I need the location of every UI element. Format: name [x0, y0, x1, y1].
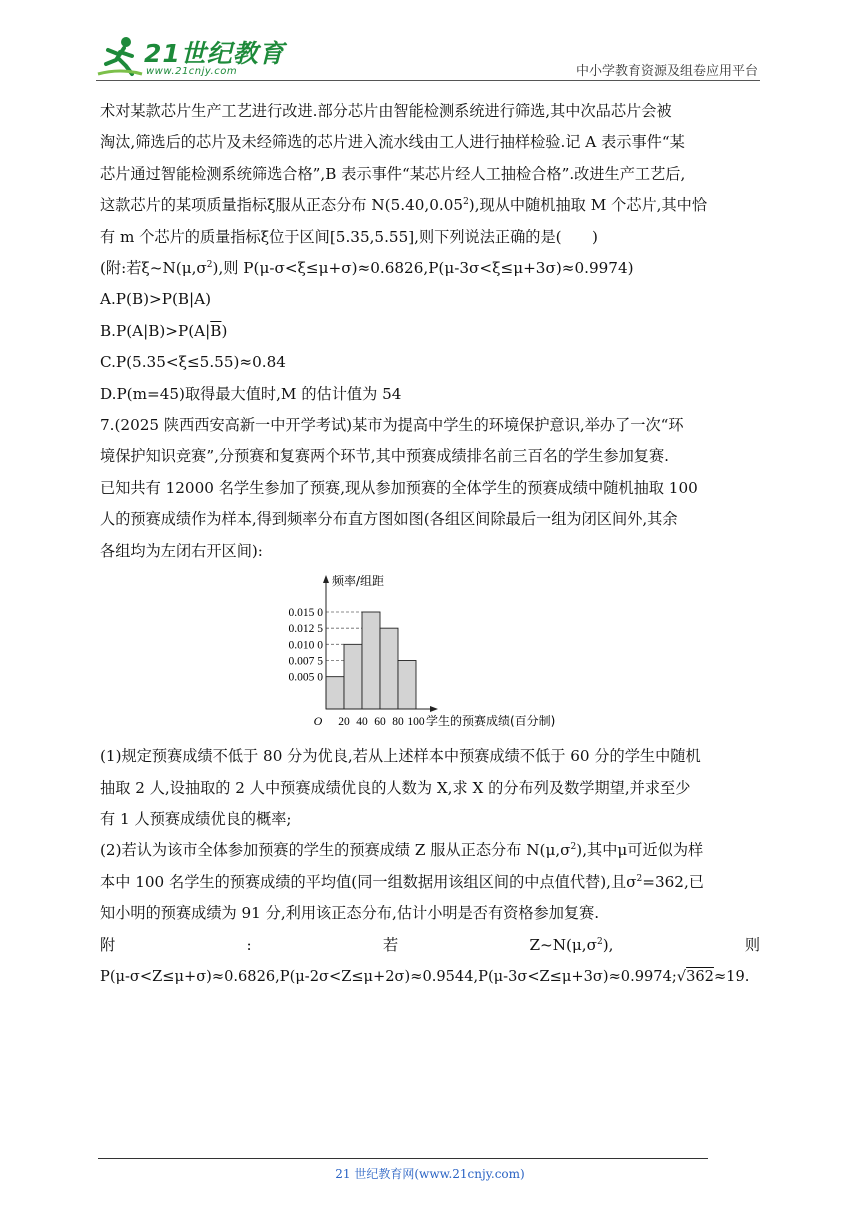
q2-line-2: 本中 100 名学生的预赛成绩的平均值(同一组数据用该组区间的中点值代替),且$\sigma^2=362$,已 — [100, 872, 704, 891]
header-divider — [96, 80, 760, 81]
logo — [96, 34, 286, 78]
histogram-bar — [398, 661, 416, 710]
y-axis-arrow — [323, 575, 329, 583]
option-c: C.P(5.35<ξ≤5.55)≈0.84 — [100, 353, 286, 372]
x-axis-title: 学生的预赛成绩(百分制) — [426, 714, 556, 729]
option-d: D.P(m=45)取得最大值时,M 的估计值为 54 — [100, 384, 402, 403]
p6-line-4: 这款芯片的某项质量指标ξ服从正态分布 N(5.40,0.05$^2$),现从中随机抽取 M 个芯片,其中恰 — [100, 196, 708, 215]
q1-line-3: 有 1 人预赛成绩优良的概率; — [100, 809, 292, 828]
x-tick-label: 80 — [392, 716, 404, 729]
y-tick-label: 0.012 5 — [288, 623, 323, 636]
logo-url: www.21cnjy.com — [146, 66, 238, 77]
histogram-svg — [100, 571, 760, 739]
appendix-formulas: P(μ-σ<Z≤μ+σ)≈0.6826,P(μ-2σ<Z≤μ+2σ)≈0.9544,P(μ-3σ<Z≤μ+3σ)≈0.9974;√362≈19. — [100, 967, 750, 985]
p6-line-2: 淘汰,筛选后的芯片及未经筛选的芯片进入流水线由工人进行抽样检验.记 A 表示事件“某 — [100, 133, 685, 152]
histogram-bar — [362, 612, 380, 709]
p7-line-5: 各组均为左闭右开区间): — [100, 541, 263, 560]
p7-line-3: 已知共有 12000 名学生参加了预赛,现从参加预赛的全体学生的预赛成绩中随机抽取 100 — [100, 478, 698, 497]
footer-divider — [98, 1158, 708, 1159]
page-header — [96, 30, 760, 82]
y-tick-label: 0.005 0 — [288, 671, 323, 684]
p6-line-5: 有 m 个芯片的质量指标ξ位于区间[5.35,5.55],则下列说法正确的是( ) — [100, 227, 598, 246]
platform-name: 中小学教育资源及组卷应用平台 — [575, 64, 758, 79]
footer-text: 21 世纪教育网(www.21cnjy.com) — [335, 1167, 525, 1181]
q2-line-3: 知小明的预赛成绩为 91 分,利用该正态分布,估计小明是否有资格参加复赛. — [100, 904, 600, 923]
histogram-bar — [326, 677, 344, 709]
option-a: A.P(B)>P(B|A) — [100, 290, 212, 309]
x-tick-label: 20 — [338, 716, 350, 729]
x-axis-arrow — [430, 706, 438, 712]
y-tick-label: 0.007 5 — [288, 655, 323, 668]
y-axis-title: 频率/组距 — [332, 574, 385, 589]
x-tick-label: 40 — [356, 716, 368, 729]
p7-line-4: 人的预赛成绩作为样本,得到频率分布直方图如图(各组区间除最后一组为闭区间外,其余 — [100, 510, 678, 529]
y-tick-label: 0.015 0 — [288, 607, 323, 620]
p7-line-2: 境保护知识竞赛”,分预赛和复赛两个环节,其中预赛成绩排名前三百名的学生参加复赛. — [100, 447, 669, 466]
q1-line-1: (1)规定预赛成绩不低于 80 分为优良,若从上述样本中预赛成绩不低于 60 分的学生中随机 — [100, 747, 701, 766]
histogram-figure — [100, 571, 760, 739]
origin-label: O — [313, 714, 323, 729]
document-body — [100, 96, 760, 992]
x-tick-label: 60 — [374, 716, 386, 729]
appendix-line: 附 : 若 $Z\sim N(\mu,\sigma^2)$, 则 — [100, 935, 760, 954]
q2-line-1: (2)若认为该市全体参加预赛的学生的预赛成绩 Z 服从正态分布 $N(\mu,\sigma^2)$,其中μ可近似为样 — [100, 841, 704, 860]
histogram-bar — [344, 644, 362, 709]
logo-text: 21世纪教育 — [144, 39, 285, 68]
histogram-bar — [380, 628, 398, 709]
x-tick-label: 100 — [407, 716, 425, 729]
runner-logo-icon — [96, 34, 144, 78]
p6-line-1: 术对某款芯片生产工艺进行改进.部分芯片由智能检测系统进行筛选,其中次品芯片会被 — [100, 102, 672, 120]
sqrt-symbol: √ — [676, 967, 687, 985]
y-tick-label: 0.010 0 — [288, 639, 323, 652]
option-b: $B.P(A|B)>P(A|\overline{B})$ — [100, 321, 228, 340]
p7-line-1: 7.(2025 陕西西安高新一中开学考试)某市为提高中学生的环境保护意识,举办了一次“环 — [100, 416, 684, 435]
p6-line-3: 芯片通过智能检测系统筛选合格”,B 表示事件“某芯片经人工抽检合格”.改进生产工艺后, — [100, 164, 686, 183]
q1-line-2: 抽取 2 人,设抽取的 2 人中预赛成绩优良的人数为 X,求 X 的分布列及数学期望,并求至少 — [100, 778, 691, 797]
p6-note: (附:若$\xi\sim N(\mu,\sigma^2)$,则 P(μ-σ<ξ≤μ+σ)≈0.6826,P(μ-3σ<ξ≤μ+3σ)≈0.9974) — [100, 259, 634, 278]
